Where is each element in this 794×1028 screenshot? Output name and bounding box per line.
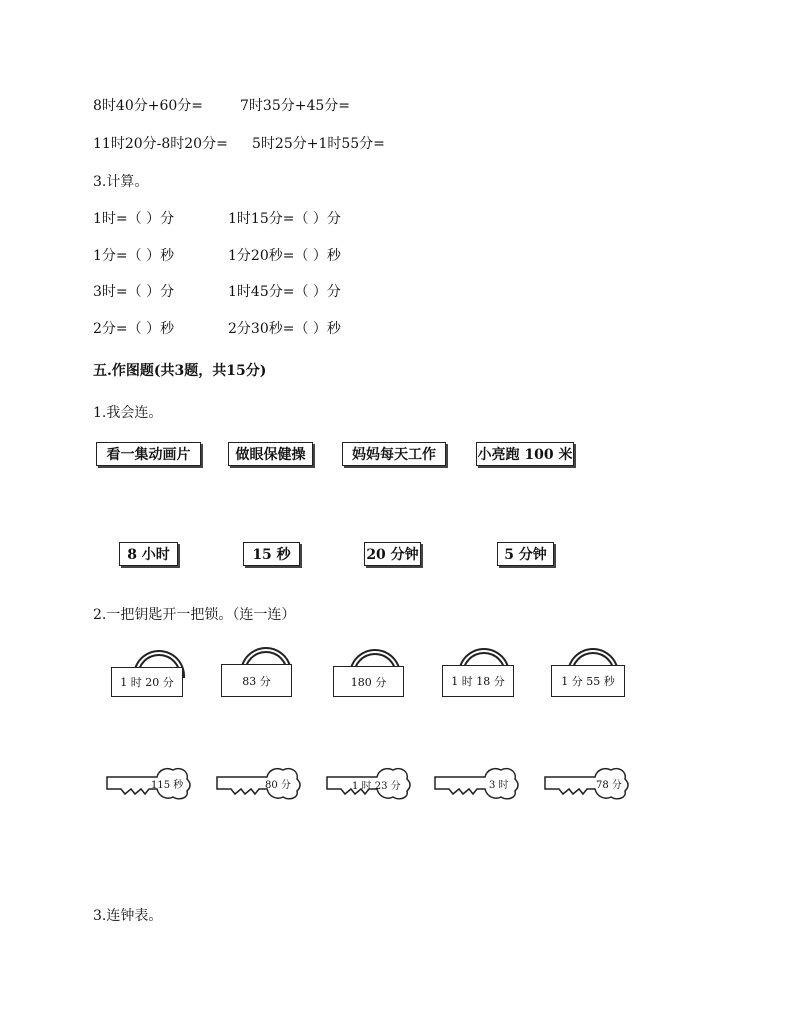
conv-row2-left: 1分=（ ）秒 <box>93 248 175 264</box>
arith-2a: 11时20分-8时20分= <box>93 136 228 152</box>
conv-row1-right: 1时15分=（ ）分 <box>228 211 341 227</box>
arith-2b: 5时25分+1时55分= <box>252 136 385 152</box>
key-label: 115 秒 <box>151 780 184 791</box>
key-label: 3 时 <box>489 780 509 791</box>
conv-row4-left: 2分=（ ）秒 <box>93 321 175 337</box>
activity-box-mom-work[interactable]: 妈妈每天工作 <box>342 442 446 466</box>
conv-row1-left: 1时=（ ）分 <box>93 211 175 227</box>
key-label: 1 时 23 分 <box>352 781 401 792</box>
q1-heading: 1.我会连。 <box>93 405 163 421</box>
conv-row2-right: 1分20秒=（ ）秒 <box>228 248 341 264</box>
duration-box-8h[interactable]: 8 小时 <box>119 542 178 566</box>
duration-box-15s[interactable]: 15 秒 <box>243 542 300 566</box>
conv-row4-right: 2分30秒=（ ）秒 <box>228 321 341 337</box>
conv-row3-right: 1时45分=（ ）分 <box>228 284 341 300</box>
lock-label: 83 分 <box>221 664 292 697</box>
duration-box-5min[interactable]: 5 分钟 <box>497 542 554 566</box>
duration-box-20min[interactable]: 20 分钟 <box>364 542 421 566</box>
arith-1a: 8时40分+60分= <box>93 98 203 114</box>
conv-row3-left: 3时=（ ）分 <box>93 284 175 300</box>
activity-box-run-100m[interactable]: 小亮跑 100 米 <box>476 442 574 466</box>
key-label: 80 分 <box>265 780 291 791</box>
activity-box-eye-exercise[interactable]: 做眼保健操 <box>228 442 313 466</box>
section5-title: 五.作图题(共3题，共15分) <box>93 363 267 379</box>
q2-heading: 2.一把钥匙开一把锁。（连一连） <box>93 607 296 623</box>
lock-label: 1 时 20 分 <box>111 667 183 697</box>
q3-heading: 3.连钟表。 <box>93 908 163 924</box>
arith-1b: 7时35分+45分= <box>240 98 350 114</box>
activity-box-cartoon[interactable]: 看一集动画片 <box>96 442 201 466</box>
lock-label: 1 时 18 分 <box>442 665 514 697</box>
lock-label: 180 分 <box>333 666 404 697</box>
key-label: 78 分 <box>596 780 622 791</box>
lock-label: 1 分 55 秒 <box>551 665 625 697</box>
section3-heading: 3.计算。 <box>93 174 149 190</box>
